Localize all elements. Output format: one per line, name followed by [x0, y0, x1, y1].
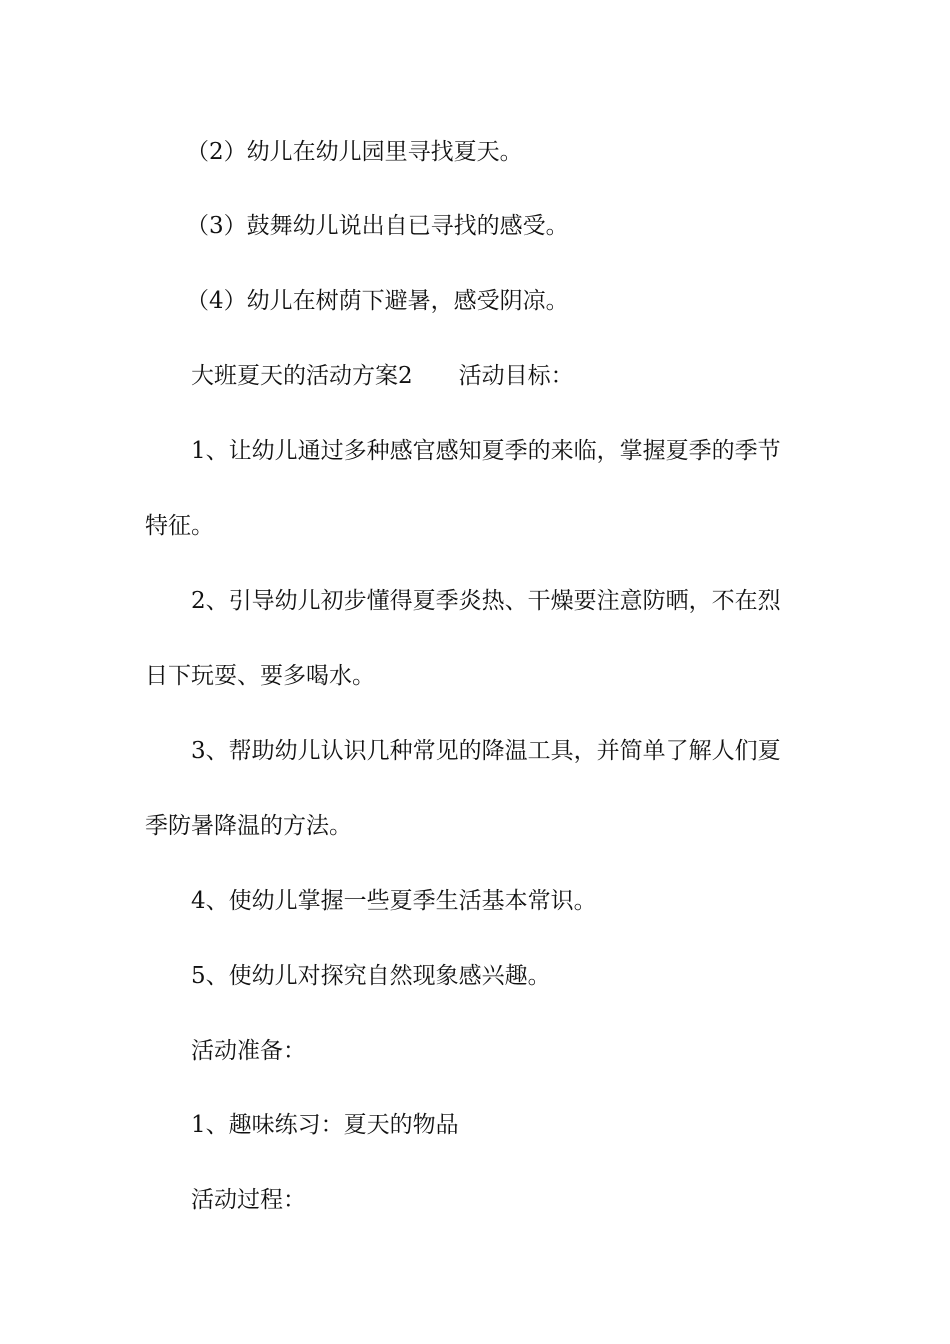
goal-3-line-2: 季防暑降温的方法。: [145, 813, 352, 839]
paragraph-step-4: （4）幼儿在树荫下避暑，感受阴凉。: [186, 288, 569, 314]
goal-4: 4、使幼儿掌握一些夏季生活基本常识。: [191, 888, 597, 914]
goal-5: 5、使幼儿对探究自然现象感兴趣。: [191, 963, 551, 989]
preparation-1: 1、趣味练习：夏天的物品: [191, 1112, 459, 1138]
goal-2-line-2: 日下玩耍、要多喝水。: [145, 663, 375, 689]
section-heading-preparation: 活动准备：: [191, 1038, 306, 1064]
paragraph-step-2: （2）幼儿在幼儿园里寻找夏天。: [186, 139, 523, 165]
section-heading-plan-2: 大班夏天的活动方案2 活动目标：: [191, 363, 574, 389]
goal-1-line-1: 1、让幼儿通过多种感官感知夏季的来临，掌握夏季的季节: [191, 438, 781, 464]
goal-3-line-1: 3、帮助幼儿认识几种常见的降温工具，并简单了解人们夏: [191, 738, 781, 764]
goal-1-line-2: 特征。: [145, 513, 214, 539]
paragraph-step-3: （3）鼓舞幼儿说出自已寻找的感受。: [186, 213, 569, 239]
section-heading-process: 活动过程：: [191, 1187, 306, 1213]
goal-2-line-1: 2、引导幼儿初步懂得夏季炎热、干燥要注意防晒，不在烈: [191, 588, 781, 614]
